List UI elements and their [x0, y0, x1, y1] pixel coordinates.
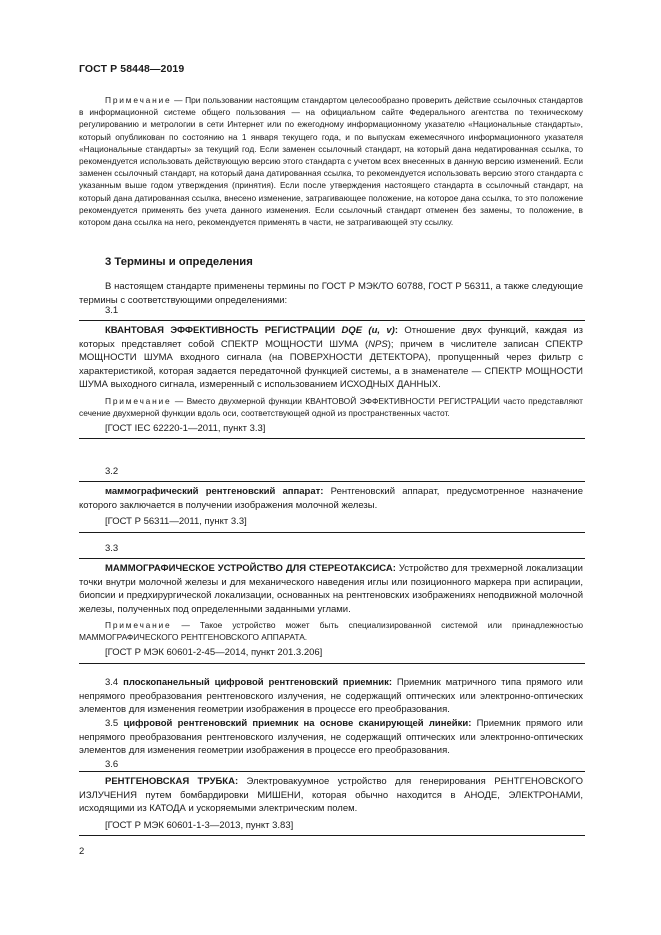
note-text: — Такое устройство может быть специализированной системой или принадлежностью МАММОГРАФИЧЕСКОГО РЕНТГЕНОВСКОГО АППАРАТА.: [79, 620, 583, 642]
term-number-3-3: 3.3: [105, 543, 119, 554]
note-text: — При пользовании настоящим стандартом целесообразно проверить действие ссылочных стандартов в информационной системе общего пользования — на официальном сайте Федерального агентства по техническому регулированию и метрологии в сети Интернет или по ежегодному информационному указателю «Национальные стандарты», который опубликован по состоянию на 1 января текущего года, и по выпускам ежемесячного информационного указателя «Национальные стандарты» за текущий год. Если заменен ссылочный стандарт, на который дана недатированная ссылка, то рекомендуется использовать действующую версию этого стандарта с учетом всех внесенных в данную версию изменений. Если заменен ссылочный стандарт, на который дана датированная ссылка, то рекомендуется использовать версию этого стандарта с указанным выше годом утверждения (принятия). Если после утверждения настоящего стандарта в ссылочный стандарт, на который дана датированная ссылка, внесено изменение, затрагивающее положение, на которое дана ссылка, то это положение рекомендуется применять без учета данного изменения. Если ссылочный стандарт отменен без замены, то положение, в котором дана ссылка на него, рекомендуется применять в части, не затрагивающей эту ссылку.: [79, 95, 583, 228]
term-box-3-1: [79, 320, 585, 439]
term-symbol: DQE (u, v): [341, 325, 395, 336]
term-source: [ГОСТ IEC 62220-1—2011, пункт 3.3]: [105, 422, 266, 434]
term-name: плоскопанельный цифровой рентгеновский приемник:: [123, 677, 392, 688]
term-note: [79, 395, 583, 419]
term-3-4: [79, 676, 583, 717]
term-name: МАММОГРАФИЧЕСКОЕ УСТРОЙСТВО ДЛЯ СТЕРЕОТАКСИСА:: [105, 563, 396, 574]
term-note: [79, 619, 583, 643]
term-definition: [79, 324, 583, 392]
note-label: Примечание: [105, 620, 172, 630]
intro-text: В настоящем стандарте применены термины по ГОСТ Р МЭК/ТО 60788, ГОСТ Р 56311, а также следующие термины с соответствующими определениями:: [79, 281, 583, 306]
term-box-3-6: [79, 771, 585, 836]
term-box-3-3: [79, 558, 585, 664]
term-source: [ГОСТ Р 56311—2011, пункт 3.3]: [105, 516, 247, 527]
term-name: КВАНТОВАЯ ЭФФЕКТИВНОСТЬ РЕГИСТРАЦИИ: [105, 325, 342, 336]
note-label: Примечание: [105, 95, 172, 105]
nps-abbrev: NPS: [368, 338, 388, 350]
note-text: — Вместо двухмерной функции КВАНТОВОЙ ЭФФЕКТИВНОСТИ РЕГИСТРАЦИИ часто представляют сечение двухмерной функции вдоль оси, соответствующей одной из пространственных частот.: [79, 395, 583, 418]
term-number: 3.4: [105, 677, 124, 688]
definition-part: Устройство для трехмерной локализации точки внутри молочной железы и для механического наведения иглы или позиционного маркера при аспирации, биопсии и предхирургической локализации, основанных на рентгеновских изображениях неподвижной молочной железы, полученных под определенными заданными углами.: [79, 563, 583, 615]
reference-note: [79, 94, 583, 228]
term-number-3-6: 3.6: [105, 759, 119, 770]
term-name: маммографический рентгеновский аппарат:: [105, 486, 324, 497]
term-definition: [79, 485, 583, 512]
term-definition: [79, 775, 583, 816]
term-source: [ГОСТ Р МЭК 60601-1-3—2013, пункт 3.83]: [105, 819, 294, 831]
term-definition: [79, 562, 583, 616]
term-box-3-2: [79, 481, 585, 533]
definition-part: Приемник матричного типа прямого или непрямого преобразования рентгеновского излучения, не содержащий оптических или электронно-оптических элементов для изменения геометрии изображения в процессе его преобразования.: [79, 677, 583, 715]
definition-part: Электровакуумное устройство для генерирования РЕНТГЕНОВСКОГО ИЗЛУЧЕНИЯ путем бомбардировки МИШЕНИ, которая обычно находится в АНОДЕ, ЭЛЕКТРОНАМИ, исходящими из КАТОДА и ускоряемыми электрическим полем.: [79, 776, 583, 814]
document-header: ГОСТ Р 58448—2019: [79, 63, 185, 75]
definition-part: ); причем в числителе записан СПЕКТР МОЩНОСТИ ШУМА входного сигнала (на ПОВЕРХНОСТИ ДЕТЕКТОРА), пропущенный через фильтр с характеристикой, которая задается передаточной функцией системы, а в знаменателе — СПЕКТР МОЩНОСТИ ШУМА выходного сигнала, измеренный с использованием ИСХОДНЫХ ДАННЫХ.: [79, 338, 583, 390]
term-number-3-1: 3.1: [105, 305, 119, 316]
definition-part: Рентгеновский аппарат, предусмотренное назначение которого заключается в получении изображения молочной железы.: [79, 486, 584, 511]
term-number-3-2: 3.2: [105, 466, 119, 477]
definition-part: Приемник прямого или непрямого преобразования рентгеновского излучения, не содержащий оптических или электронно-оптических элементов для изменения геометрии изображения в процессе его преобразования.: [79, 718, 583, 756]
term-colon: :: [394, 325, 399, 336]
section-title: 3 Термины и определения: [105, 256, 253, 268]
note-label: Примечание: [105, 395, 172, 406]
term-source: [ГОСТ Р МЭК 60601-2-45—2014, пункт 201.3.206]: [105, 647, 323, 658]
term-3-5: [79, 717, 583, 758]
term-name: РЕНТГЕНОВСКАЯ ТРУБКА:: [105, 776, 239, 787]
definition-part: Отношение двух функций, каждая из которых представляет собой СПЕКТР МОЩНОСТИ ШУМА (: [79, 325, 583, 350]
term-number: 3.5: [105, 718, 124, 729]
page-number: 2: [79, 846, 85, 857]
section-intro: [79, 280, 583, 307]
term-name: цифровой рентгеновский приемник на основе сканирующей линейки:: [123, 718, 472, 729]
